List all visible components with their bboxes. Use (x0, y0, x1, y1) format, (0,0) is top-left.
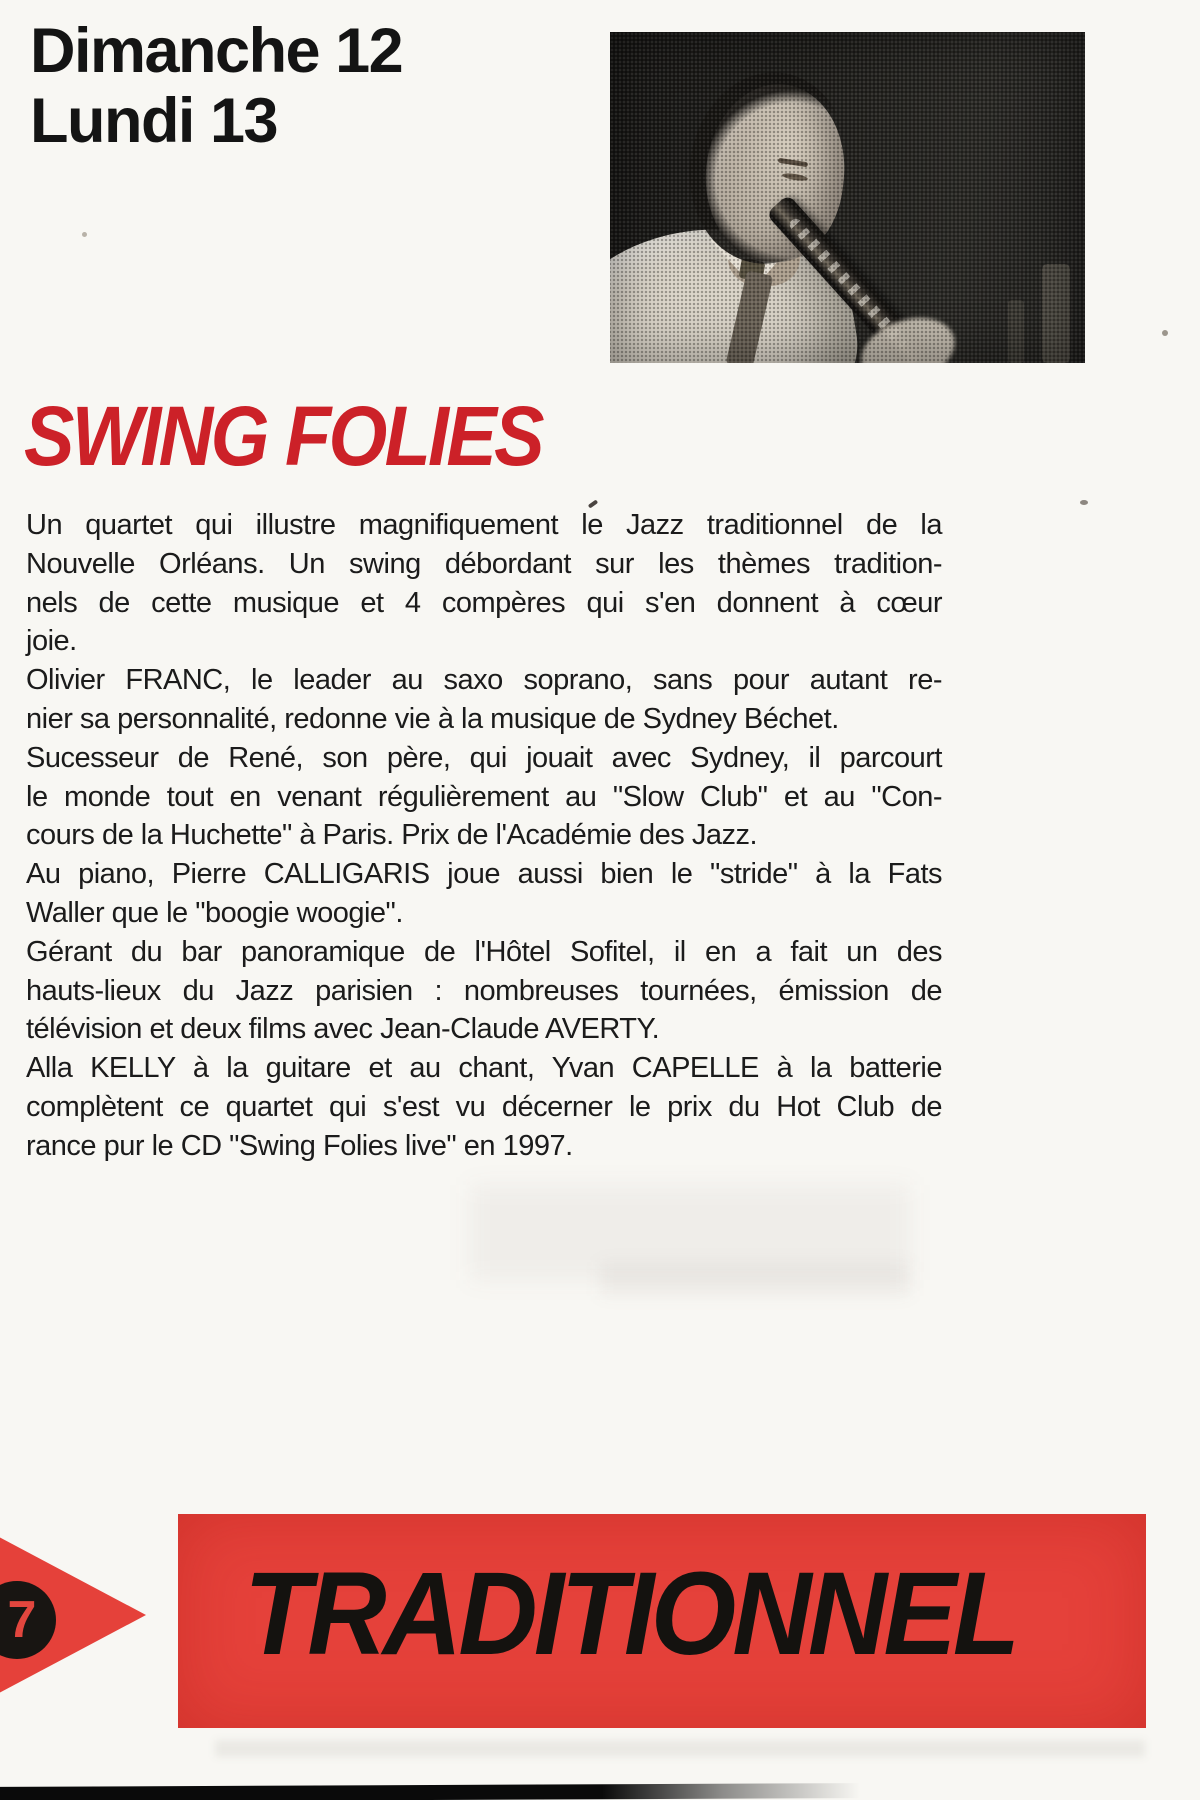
article-line: Gérant du bar panoramique de l'Hôtel Sofitel, il en a fait un des (26, 935, 942, 968)
photo-halftone-overlay (610, 32, 1085, 363)
article-line: joie. (26, 625, 77, 658)
scan-smudge (215, 1740, 1145, 1757)
article-line: complètent ce quartet qui s'est vu décerner le prix du Hot Club de (26, 1090, 942, 1123)
article-line: Alla KELLY à la guitare et au chant, Yvan CAPELLE à la batterie (26, 1052, 942, 1085)
article-line: cours de la Huchette" à Paris. Prix de l'Académie des Jazz. (26, 819, 758, 852)
article-line: le monde tout en venant régulièrement au "Slow Club" et au "Con- (26, 780, 942, 813)
scan-speck (1080, 500, 1088, 505)
article-line: Un quartet qui illustre magnifiquement le Jazz traditionnel de la (26, 509, 942, 541)
article-line: nier sa personnalité, redonne vie à la musique de Sydney Béchet. (26, 702, 839, 735)
article-line: rance pur le CD "Swing Folies live" en 1997. (26, 1129, 573, 1162)
article-title: SWING FOLIES (24, 389, 542, 483)
article-line: Waller que le "boogie woogie". (26, 896, 403, 929)
genre-banner (178, 1514, 1146, 1728)
date-heading (30, 16, 402, 156)
article-line: nels de cette musique et 4 compères qui s'en donnent à cœur (26, 586, 942, 619)
date-line-2: Lundi 13 (30, 86, 278, 156)
article-line: Au piano, Pierre CALLIGARIS joue aussi bien le "stride" à la Fats (26, 858, 942, 891)
scan-speck (82, 232, 87, 237)
page-number: 7 (7, 1591, 37, 1649)
article-line: hauts-lieux du Jazz parisien : nombreuses tournées, émission de (26, 974, 942, 1007)
saxophonist-photo (610, 32, 1085, 363)
date-line-1: Dimanche 12 (30, 16, 403, 86)
article-body (26, 506, 942, 1166)
article-line: Nouvelle Orléans. Un swing débordant sur les thèmes tradition- (26, 547, 942, 580)
bottom-scan-band (0, 1783, 860, 1800)
scan-smudge (600, 1262, 910, 1296)
genre-banner-label: TRADITIONNEL (244, 1548, 1017, 1680)
article-line: Sucesseur de René, son père, qui jouait avec Sydney, il parcourt (26, 741, 942, 774)
article-line: Olivier FRANC, le leader au saxo soprano, sans pour autant re- (26, 664, 942, 697)
scan-speck (1162, 330, 1168, 336)
article-line: télévision et deux films avec Jean-Claude AVERTY. (26, 1013, 660, 1046)
